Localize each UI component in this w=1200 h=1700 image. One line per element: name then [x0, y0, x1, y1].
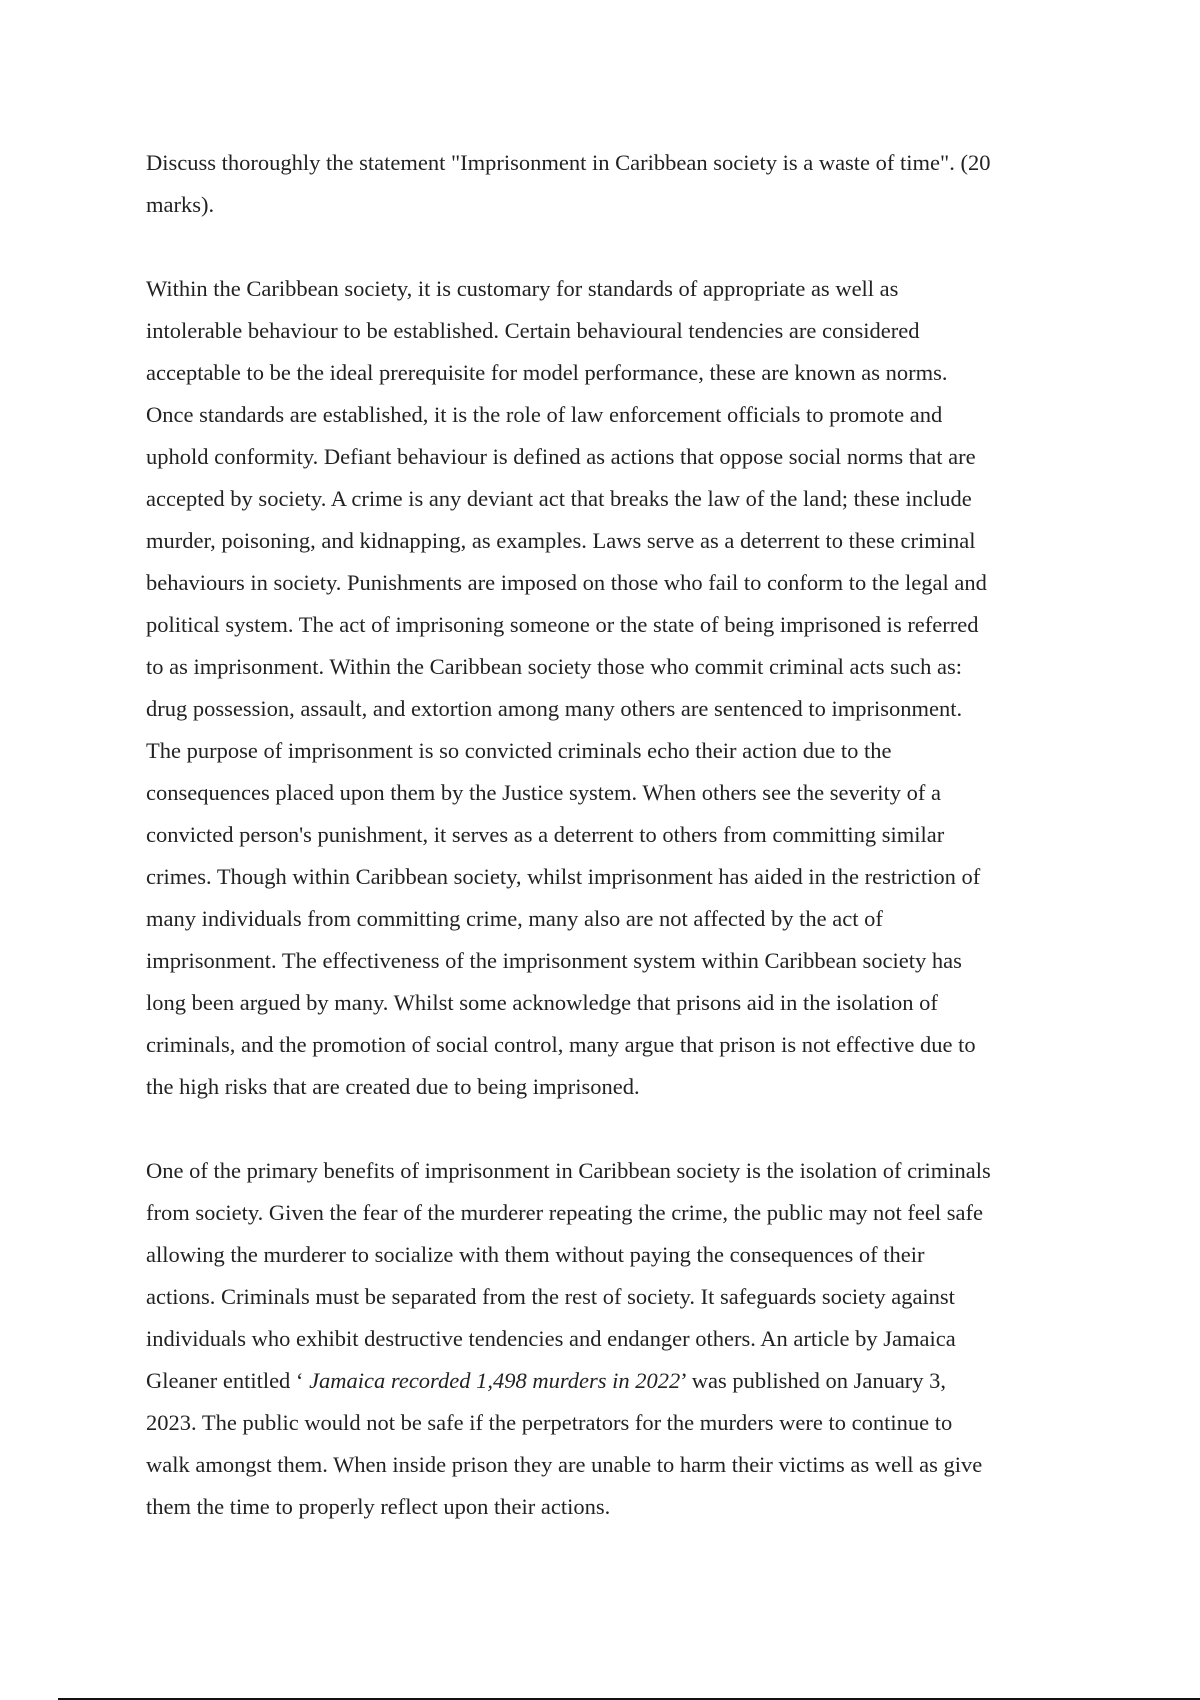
text-line: crimes. Though within Caribbean society, whilst imprisonment has aided in the restriction of — [146, 864, 981, 889]
essay-body — [146, 142, 1066, 1528]
paragraph-spacer — [146, 226, 1066, 268]
prompt-line: Discuss thoroughly the statement "Imprisonment in Caribbean society is a waste of time". (20 — [146, 150, 991, 175]
text-line: behaviours in society. Punishments are imposed on those who fail to conform to the legal and — [146, 570, 987, 595]
introduction-paragraph — [146, 268, 1066, 1108]
paragraph-spacer — [146, 1108, 1066, 1150]
text-line: walk amongst them. When inside prison they are unable to harm their victims as well as give — [146, 1452, 983, 1477]
text-line: many individuals from committing crime, many also are not affected by the act of — [146, 906, 883, 931]
essay-prompt — [146, 142, 1066, 226]
text-line: consequences placed upon them by the Justice system. When others see the severity of a — [146, 780, 941, 805]
article-title: Jamaica recorded 1,498 murders in 2022 — [309, 1368, 681, 1393]
text-line: from society. Given the fear of the murderer repeating the crime, the public may not feel safe — [146, 1200, 983, 1225]
text-line: the high risks that are created due to being imprisoned. — [146, 1074, 640, 1099]
text-line: The purpose of imprisonment is so convicted criminals echo their action due to the — [146, 738, 892, 763]
text-line: criminals, and the promotion of social control, many argue that prison is not effective due to — [146, 1032, 976, 1057]
text-line: imprisonment. The effectiveness of the imprisonment system within Caribbean society has — [146, 948, 962, 973]
text-line: individuals who exhibit destructive tendencies and endanger others. An article by Jamaica — [146, 1326, 956, 1351]
text-line: political system. The act of imprisoning someone or the state of being imprisoned is referred — [146, 612, 979, 637]
text-line: long been argued by many. Whilst some acknowledge that prisons aid in the isolation of — [146, 990, 938, 1015]
text-line: allowing the murderer to socialize with them without paying the consequences of their — [146, 1242, 925, 1267]
text-line: convicted person's punishment, it serves as a deterrent to others from committing similar — [146, 822, 945, 847]
text-line: to as imprisonment. Within the Caribbean society those who commit criminal acts such as: — [146, 654, 963, 679]
text-line: Once standards are established, it is the role of law enforcement officials to promote and — [146, 402, 943, 427]
text-line: uphold conformity. Defiant behaviour is defined as actions that oppose social norms that are — [146, 444, 976, 469]
citation-suffix: ’ was published on January 3, — [680, 1368, 947, 1393]
isolation-paragraph — [146, 1150, 1066, 1528]
citation-line — [146, 1360, 1066, 1402]
text-line: One of the primary benefits of imprisonment in Caribbean society is the isolation of criminals — [146, 1158, 991, 1183]
text-line: drug possession, assault, and extortion among many others are sentenced to imprisonment. — [146, 696, 963, 721]
text-line: intolerable behaviour to be established. Certain behavioural tendencies are considered — [146, 318, 920, 343]
text-line: actions. Criminals must be separated from the rest of society. It safeguards society against — [146, 1284, 955, 1309]
text-line: Within the Caribbean society, it is customary for standards of appropriate as well as — [146, 276, 899, 301]
text-line: murder, poisoning, and kidnapping, as examples. Laws serve as a deterrent to these criminal — [146, 528, 976, 553]
text-line: acceptable to be the ideal prerequisite for model performance, these are known as norms. — [146, 360, 948, 385]
text-line: accepted by society. A crime is any deviant act that breaks the law of the land; these include — [146, 486, 972, 511]
citation-prefix: Gleaner entitled ‘ — [146, 1368, 310, 1393]
text-line: 2023. The public would not be safe if the perpetrators for the murders were to continue to — [146, 1410, 953, 1435]
text-line: them the time to properly reflect upon their actions. — [146, 1494, 611, 1519]
prompt-line: marks). — [146, 192, 215, 217]
